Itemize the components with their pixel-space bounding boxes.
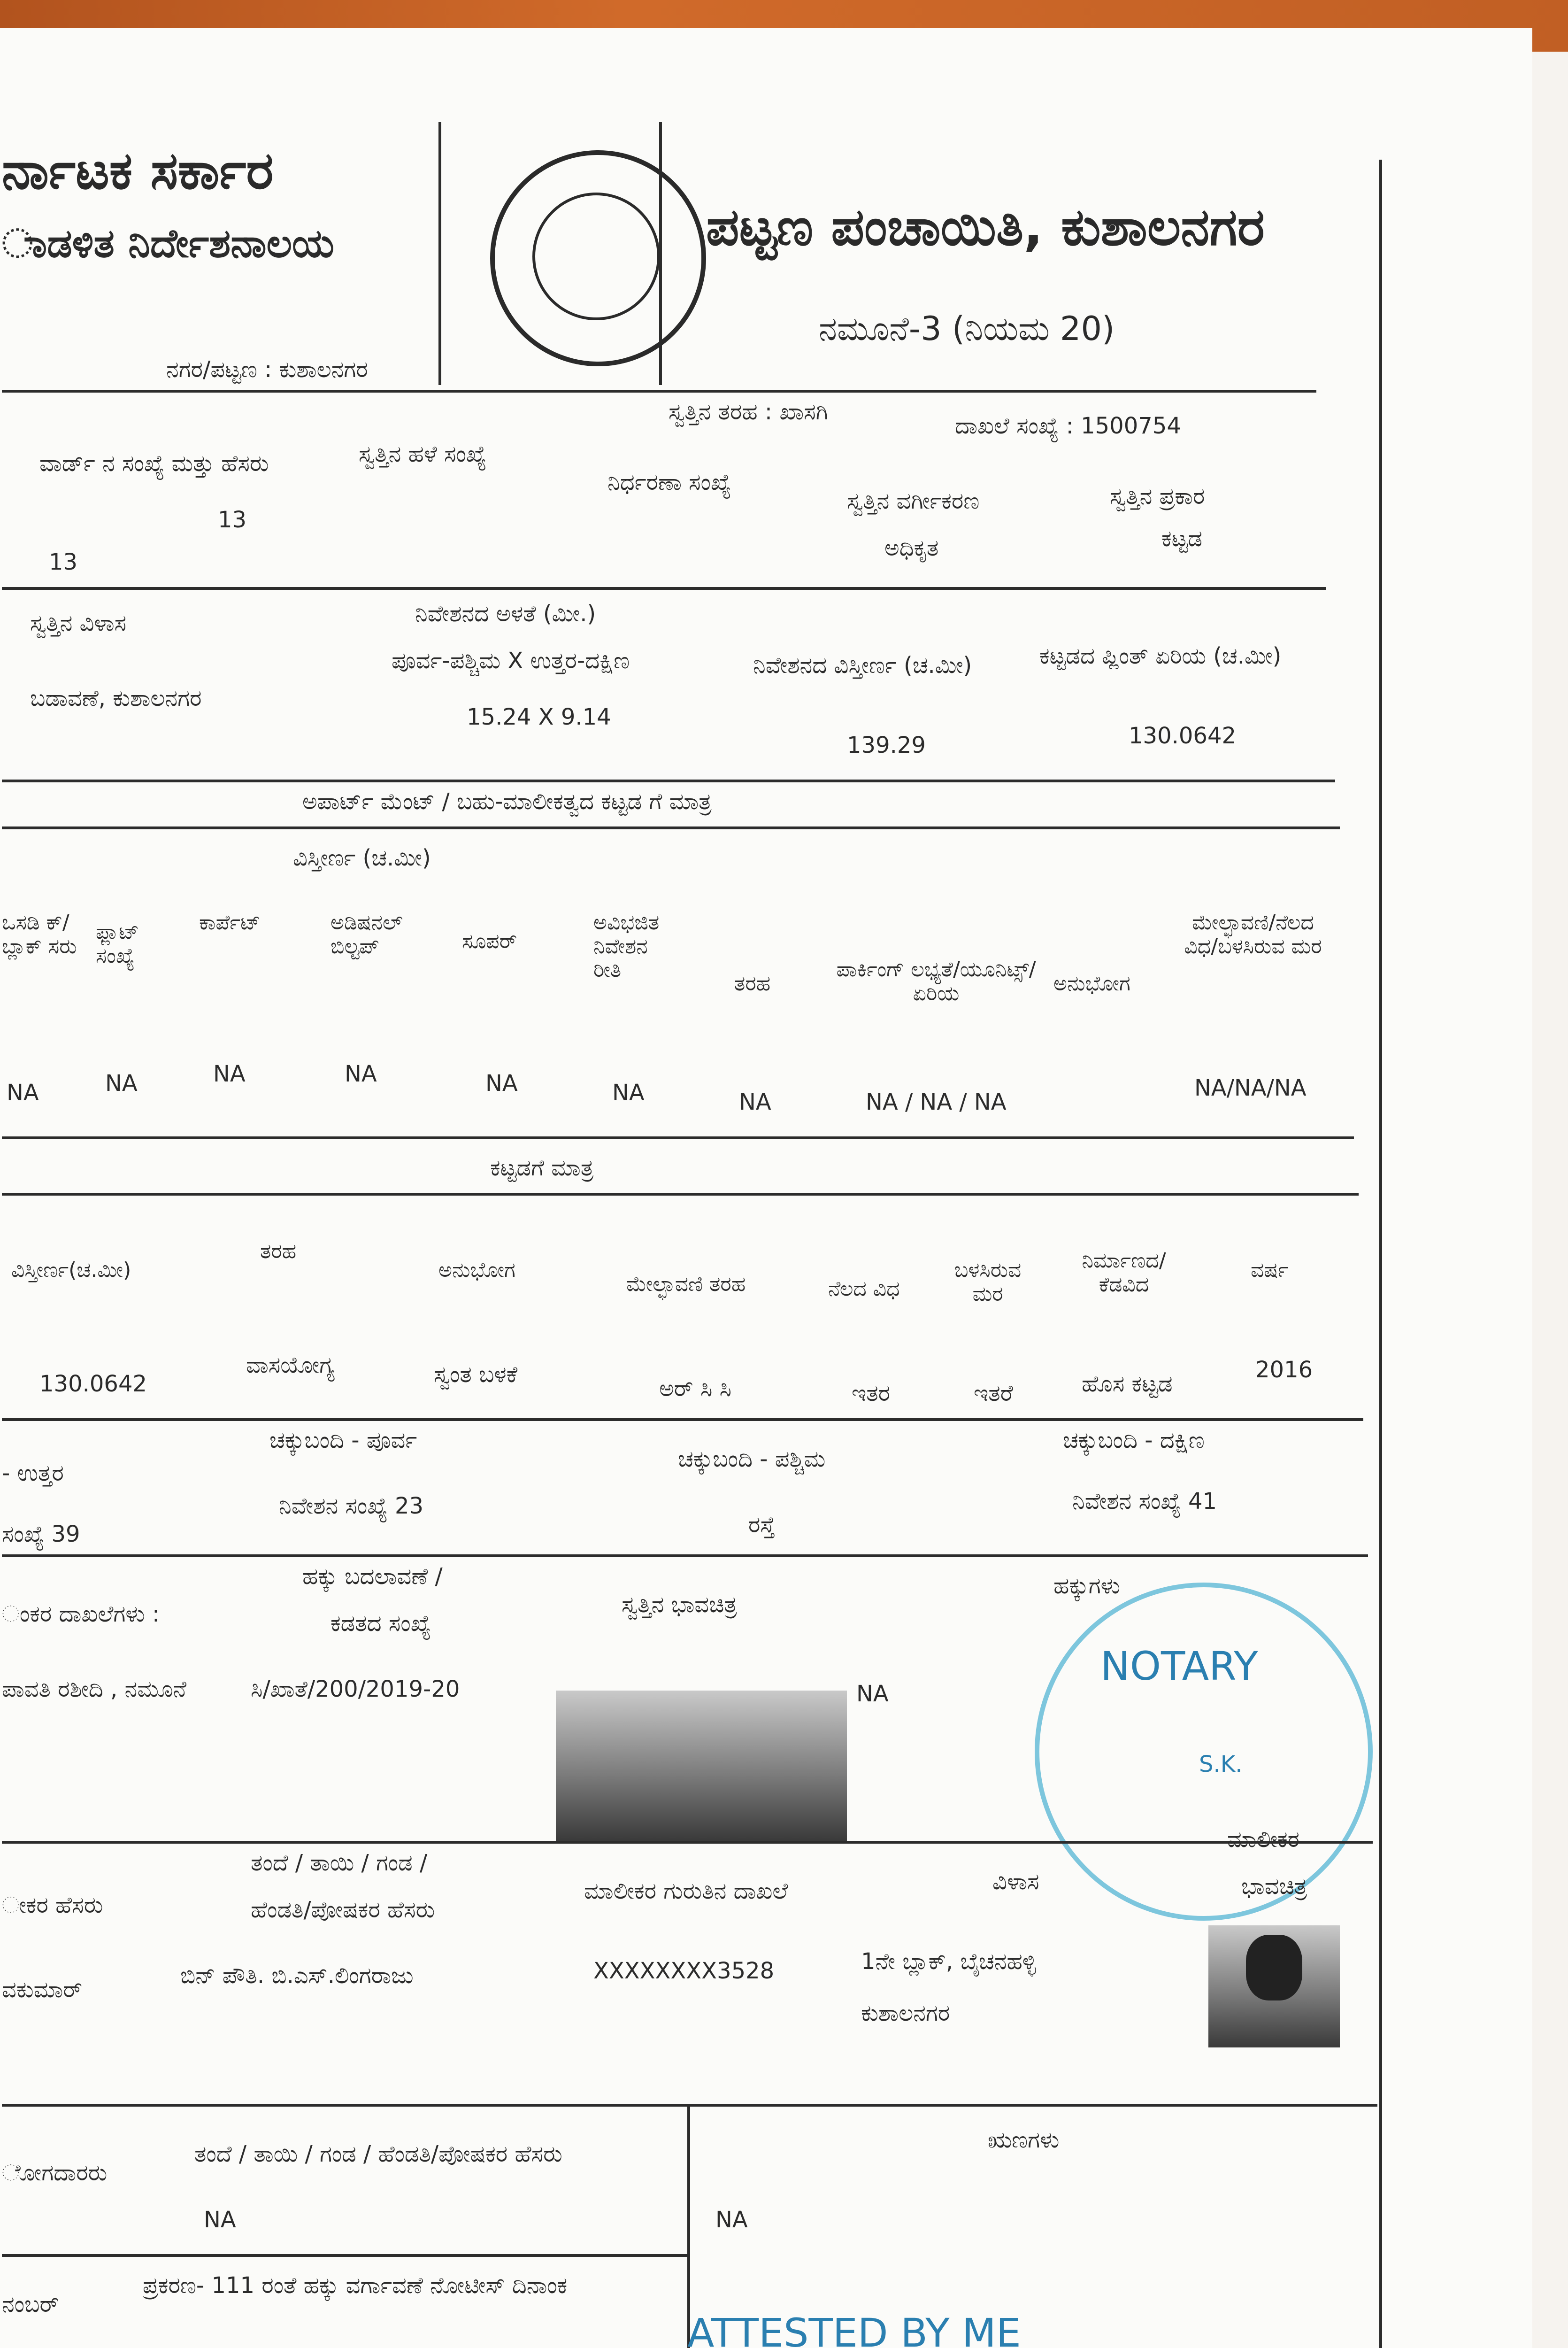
owner-address-line1: 1ನೇ ಬ್ಲಾಕ್, ಬೈಚನಹಳ್ಳಿ [861, 1948, 1036, 1975]
bld-header-year: ವರ್ಷ [1251, 1258, 1289, 1282]
apt-header-additional: ಅಡಿಷನಲ್ ಬಿಲ್ಟಪ್ [331, 911, 403, 958]
attested-stamp: ATTESTED BY ME [687, 2310, 1021, 2348]
boundary-east-label: ಚಕ್ಕುಬಂದಿ - ಪೂರ್ವ [269, 1427, 417, 1453]
apt-header-flat: ಫ್ಲಾಟ್ ಸಂಖ್ಯೆ [96, 920, 139, 968]
rule [2, 826, 1340, 829]
rule [2, 1554, 1368, 1557]
building-title: ಕಟ್ಟಡಗೆ ಮಾತ್ರ [490, 1155, 594, 1181]
occupant-parent-header: ತಂದೆ / ತಾಯಿ / ಗಂಡ / ಹೆಂಡತಿ/ಪೋಷಕರ ಹೆಸರು [194, 2141, 562, 2167]
owner-parent-subheader: ಹೆಂಡತಿ/ಪೋಷಕರ ಹೆಸರು [251, 1897, 435, 1923]
boundary-north-value: ಸಂಖ್ಯೆ 39 [2, 1521, 80, 1547]
bld-value-wood: ಇತರೆ [974, 1380, 1013, 1406]
dimensions-header: ನಿವೇಶನದ ಅಳತೆ (ಮೀ.) [415, 601, 596, 627]
govt-title: ರ್ನಾಟಕ ಸರ್ಕಾರ [2, 140, 274, 201]
loans-value: NA [715, 2207, 748, 2233]
owner-name-value: ವಕುಮಾರ್ [2, 1977, 83, 2003]
notary-stamp-name: S.K. [1199, 1751, 1243, 1777]
bld-header-type: ತರಹ [260, 1239, 297, 1263]
notice-section-header: ಪ್ರಕರಣ- 111 ರಂತೆ ಹಕ್ಕು ವರ್ಗಾವಣೆ ನೋಟೀಸ್ ದಿನಾಂಕ [143, 2272, 568, 2299]
apt-value-undivided: NA [612, 1080, 645, 1106]
dimensions-subheader: ಪೂರ್ವ-ಪಶ್ಚಿಮ X ಉತ್ತರ-ದಕ್ಷಿಣ [392, 648, 630, 674]
owner-parent-header: ತಂದೆ / ತಾಯಿ / ಗಂಡ / [251, 1850, 428, 1876]
boundary-west-label: ಚಕ್ಕುಬಂದಿ - ಪಶ್ಚಿಮ [678, 1446, 826, 1472]
property-type: ಸ್ವತ್ತಿನ ತರಹ : ಖಾಸಗಿ [669, 399, 828, 425]
loans-header: ಋಣಗಳು [988, 2127, 1060, 2153]
address-value: ಬಡಾವಣೆ, ಕುಶಾಲನಗರ [30, 685, 202, 711]
apt-value-flat: NA [105, 1070, 138, 1097]
classification-value: ಅಧಿಕೃತ [884, 535, 939, 561]
transfer-header: ಹಕ್ಕು ಬದಲಾವಣೆ / [302, 1563, 443, 1590]
bld-value-construction: ಹೊಸ ಕಟ್ಟಡ [1082, 1371, 1173, 1397]
rule [2, 1418, 1363, 1421]
boundary-east-value: ನಿವೇಶನ ಸಂಖ್ಯೆ 23 [279, 1493, 424, 1519]
form-number: ನಮೂನೆ-3 (ನಿಯಮ 20) [819, 309, 1115, 348]
boundary-south-value: ನಿವೇಶನ ಸಂಖ್ಯೆ 41 [1072, 1488, 1217, 1514]
rule [2, 780, 1335, 782]
apt-header-type: ತರಹ [734, 972, 771, 996]
apt-value-super: NA [485, 1070, 518, 1097]
rights-header: ಹಕ್ಕುಗಳು [1053, 1573, 1120, 1599]
header-divider-left [438, 122, 441, 385]
ward-number-value: 13 [49, 549, 78, 575]
kind-value: ಕಟ್ಟಡ [1161, 525, 1202, 552]
address-header: ಸ್ವತ್ತಿನ ವಿಳಾಸ [30, 610, 127, 636]
panchayat-title: ಪಟ್ಟಣ ಪಂಚಾಯಿತಿ, ಕುಶಾಲನಗರ [706, 197, 1265, 257]
apt-value-type: NA [739, 1089, 771, 1115]
bld-value-area: 130.0642 [39, 1371, 147, 1397]
bld-value-roof: ಅರ್ ಸಿ ಸಿ [659, 1375, 732, 1402]
apt-header-super: ಸೂಪರ್ [462, 929, 517, 953]
ward-header: ವಾರ್ಡ್ ನ ಸಂಖ್ಯೆ ಮತ್ತು ಹೆಸರು [39, 450, 269, 477]
rule [2, 1193, 1359, 1196]
owner-parent-value: ಬಿನ್ ಪೌತಿ. ಬಿ.ಎಸ್.ಲಿಂಗರಾಜು [180, 1962, 414, 1989]
rule [2, 587, 1326, 590]
apt-value-roof: NA/NA/NA [1194, 1075, 1307, 1101]
ward-value: 13 [218, 507, 247, 533]
entry-number: ದಾಖಲೆ ಸಂಖ್ಯೆ : 1500754 [955, 413, 1181, 439]
plinth-area-header: ಕಟ್ಟಡದ ಪ್ಲಿಂತ್ ಏರಿಯ (ಚ.ಮೀ) [1039, 643, 1282, 669]
bld-header-floor: ನೆಲದ ವಿಧ [828, 1277, 900, 1301]
transfer-subheader: ಕಡತದ ಸಂಖ್ಯೆ [331, 1610, 431, 1637]
plinth-area-value: 130.0642 [1129, 723, 1237, 749]
assessment-header: ನಿರ್ಧರಣಾ ಸಂಖ್ಯೆ [607, 469, 731, 495]
owner-photo-subheader: ಭಾವಚಿತ್ರ [1241, 1873, 1307, 1900]
notice-number-header: ನಂಬರ್ [2, 2291, 59, 2317]
property-photo [556, 1691, 847, 1841]
transfer-value: ಸಿ/ಖಾತೆ/200/2019-20 [251, 1676, 460, 1702]
site-area-value: 139.29 [847, 732, 926, 758]
owner-face [1246, 1935, 1302, 2000]
boundary-north-label: - ಉತ್ತರ [2, 1460, 64, 1486]
documents-header: ಂಕರ ದಾಖಲೆಗಳು : [2, 1601, 160, 1627]
seal-inner-ring [532, 193, 660, 320]
apt-header-undivided: ಅವಿಭಜಿತ ನಿವೇಶನ ರೀತಿ [593, 911, 660, 982]
boundary-south-label: ಚಕ್ಕುಬಂದಿ - ದಕ್ಷಿಣ [1063, 1427, 1205, 1453]
bld-value-year: 2016 [1255, 1357, 1313, 1383]
apt-header-roof: ಮೇಲ್ಛಾವಣಿ/ನೆಲದ ವಿಧ/ಬಳಸಿರುವ ಮರ [1184, 911, 1322, 958]
owner-id-header: ಮಾಲೀಕರ ಗುರುತಿನ ದಾಖಲೆ [584, 1878, 788, 1904]
rule [2, 390, 1316, 393]
notary-stamp-text: NOTARY [1100, 1643, 1258, 1689]
apt-value-parking: NA / NA / NA [866, 1089, 1007, 1115]
bld-header-wood: ಬಳಸಿರುವ ಮರ [954, 1258, 1022, 1306]
classification-header: ಸ್ವತ್ತಿನ ವರ್ಗೀಕರಣ [847, 488, 980, 514]
rule [2, 1841, 1373, 1844]
document-page [0, 28, 1532, 2348]
apt-header-usage: ಅನುಭೋಗ [1053, 972, 1130, 996]
rule [2, 1136, 1354, 1139]
town-label: ನಗರ/ಪಟ್ಟಣ : ಕುಶಾಲನಗರ [166, 356, 368, 383]
property-photo-header: ಸ್ವತ್ತಿನ ಭಾವಚಿತ್ರ [622, 1591, 737, 1618]
owner-address-header: ವಿಳಾಸ [992, 1869, 1039, 1895]
bld-header-usage: ಅನುಭೋಗ [438, 1258, 515, 1282]
apt-value-additional: NA [345, 1061, 377, 1087]
occupant-parent-value: NA [204, 2207, 236, 2233]
apt-header-block: ಒಸಡಿ ಕ್/ಬ್ಲಾಕ್ ಸರು [2, 911, 77, 958]
bld-value-type: ವಾಸಯೋಗ್ಯ [246, 1352, 335, 1378]
owner-name-header: ೕಕರ ಹೆಸರು [2, 1892, 103, 1918]
property-form [2, 113, 1363, 2348]
apartment-area-header: ವಿಸ್ತೀರ್ಣ (ಚ.ಮೀ) [293, 845, 431, 871]
bld-header-roof: ಮೇಲ್ಛಾವಣಿ ತರಹ [626, 1272, 746, 1296]
owner-address-line2: ಕುಶಾಲನಗರ [861, 2000, 950, 2026]
directorate-title: ಾಡಳಿತ ನಿರ್ದೇಶನಾಲಯ [2, 220, 334, 266]
rule [2, 2254, 687, 2257]
bld-value-floor: ಇತರ [852, 1380, 891, 1406]
apt-header-carpet: ಕಾರ್ಪೆಟ್ [199, 911, 261, 935]
apt-value-block: NA [7, 1080, 39, 1106]
occupant-header: ೋಗದಾರರು [2, 2160, 108, 2186]
bld-header-area: ವಿಸ್ತೀರ್ಣ(ಚ.ಮೀ) [11, 1258, 131, 1282]
site-area-header: ನಿವೇಶನದ ವಿಸ್ತೀರ್ಣ (ಚ.ಮೀ) [753, 652, 972, 679]
apartment-title: ಅಪಾರ್ಟ್ ಮೆಂಟ್ / ಬಹು-ಮಾಲೀಕತ್ವದ ಕಟ್ಟಡ ಗೆ ಮಾತ್ರ [302, 788, 712, 815]
old-number-header: ಸ್ವತ್ತಿನ ಹಳೆ ಸಂಖ್ಯೆ [359, 441, 487, 467]
owner-id-value: XXXXXXXX3528 [593, 1958, 775, 1984]
right-border [1379, 160, 1382, 2348]
bld-value-usage: ಸ್ವಂತ ಬಳಕೆ [434, 1361, 518, 1388]
kind-header: ಸ್ವತ್ತಿನ ಪ್ರಕಾರ [1110, 483, 1205, 510]
owner-photo-header: ಮಾಲೀಕರ [1227, 1826, 1299, 1853]
bld-header-construction: ನಿರ್ಮಾಣದ/ ಕೆಡವಿದ [1082, 1249, 1166, 1297]
apt-header-parking: ಪಾರ್ಕಿಂಗ್ ಲಭ್ಯತೆ/ಯೂನಿಟ್ಸ್/ಏರಿಯ [836, 958, 1036, 1005]
notary-signature-icon [828, 2320, 1166, 2348]
boundary-west-value: ರಸ್ತೆ [748, 1512, 775, 1538]
apt-value-carpet: NA [213, 1061, 246, 1087]
documents-value: ಪಾವತಿ ರಶೀದಿ , ನಮೂನೆ [2, 1676, 187, 1702]
rights-na: NA [856, 1681, 889, 1707]
dimensions-value: 15.24 X 9.14 [467, 704, 611, 730]
